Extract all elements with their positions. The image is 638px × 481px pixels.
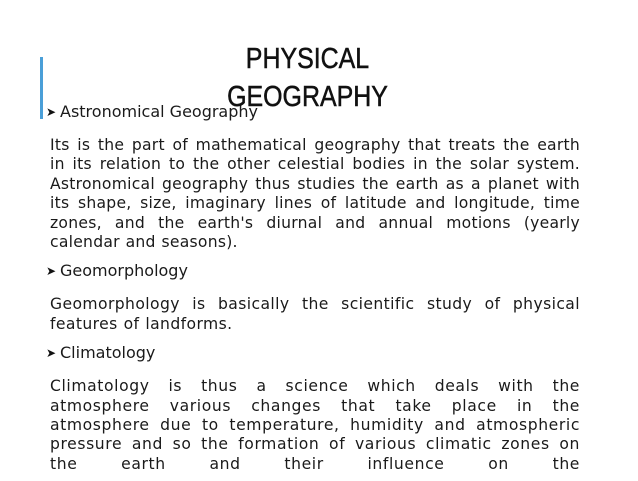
slide-title: [198, 40, 417, 116]
arrow-bullet-icon: ➤: [46, 264, 57, 279]
section-heading-label: Astronomical Geography: [60, 102, 258, 121]
arrow-bullet-icon: ➤: [46, 105, 57, 119]
slide-title-line2: GEOGRAPHY: [227, 81, 388, 113]
arrow-bullet-icon: ➤: [46, 346, 57, 361]
section-body-astronomical: Its is the part of mathematical geography that treats the earth in its relation to the other celestial bodies in the solar system. Astronomical geography thus studies the earth as a planet with its shape, size, imaginary lines of latitude and longitude, time zones, and the earth's diurnal and annual motions (yearly calendar and seasons).: [50, 136, 580, 252]
slide-title-line1: PHYSICAL: [245, 43, 370, 75]
section-heading-label: Geomorphology: [60, 261, 188, 281]
slide-content: [46, 100, 580, 481]
section-heading-climatology: [46, 341, 580, 365]
section-heading-geomorphology: [46, 259, 580, 283]
section-body-geomorphology: Geomorphology is basically the scientific study of physical features of landforms.: [50, 295, 580, 333]
section-body-climatology: Climatology is thus a science which deals with the atmosphere various changes that take place in the atmosphere due to temperature, humidity and atmospheric pressure and so the formation of various climatic zones on the earth and their influence on the: [50, 377, 580, 473]
section-heading-label: Climatology: [60, 343, 156, 363]
accent-bar: [40, 57, 43, 119]
